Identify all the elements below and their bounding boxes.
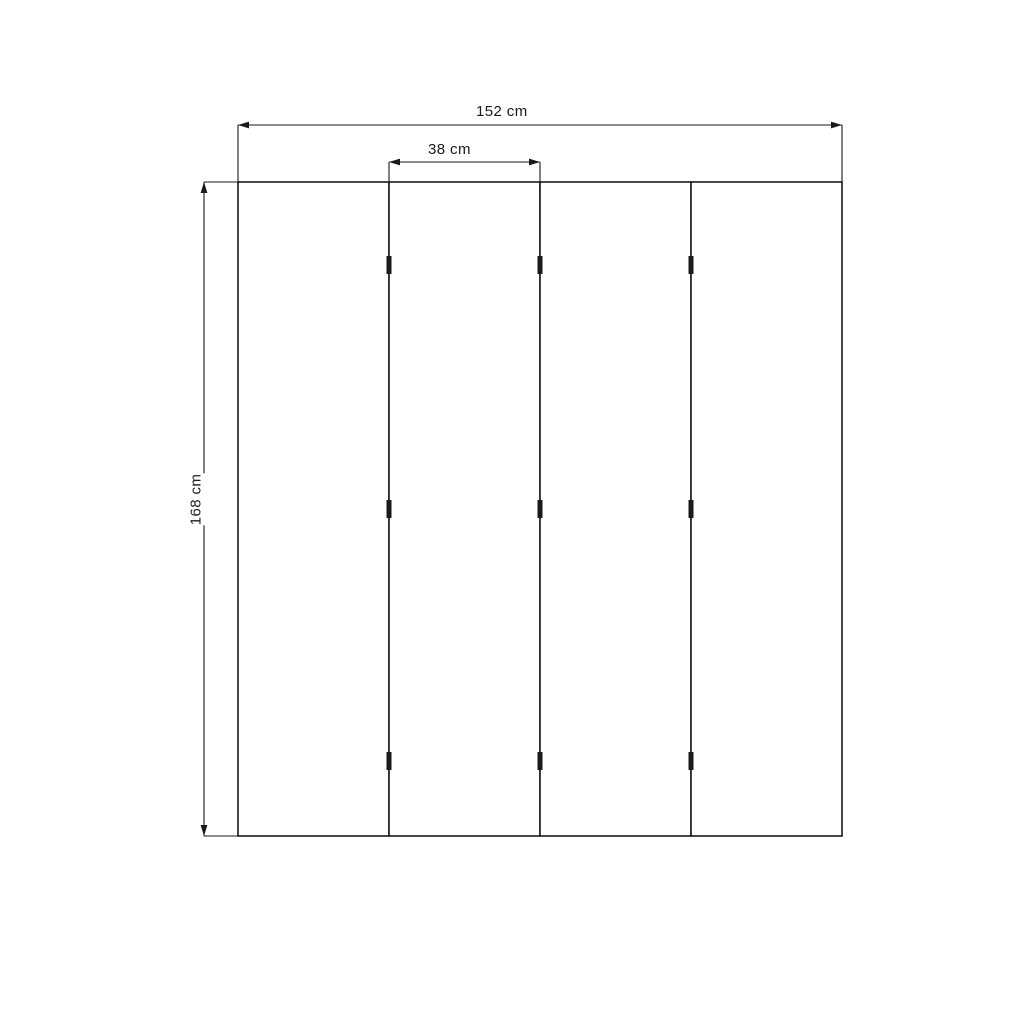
panel-4 (691, 182, 842, 836)
hinge-icon (538, 256, 543, 274)
hinge-icon (387, 752, 392, 770)
hinge-icon (387, 500, 392, 518)
hinge-icon (538, 752, 543, 770)
hinge-icon (538, 500, 543, 518)
hinge-icon (387, 256, 392, 274)
total-height-label: 168 cm (179, 474, 212, 526)
total-width-label: 152 cm (468, 103, 536, 120)
panel-3 (540, 182, 691, 836)
hinge-icon (689, 752, 694, 770)
hinge-icon (689, 256, 694, 274)
hinge-icon (689, 500, 694, 518)
panel-width-label: 38 cm (421, 141, 478, 158)
panel-1 (238, 182, 389, 836)
panel-2 (389, 182, 540, 836)
